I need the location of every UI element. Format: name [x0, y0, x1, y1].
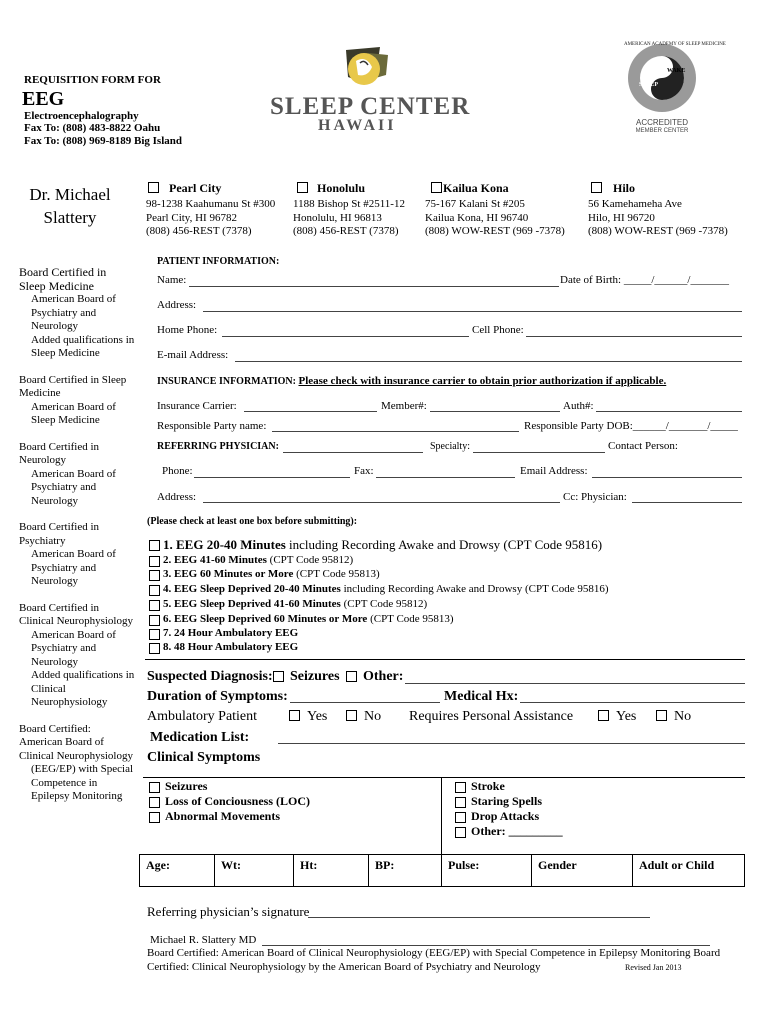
revised-date: Revised Jan 2013 — [625, 963, 682, 972]
test-checkbox[interactable] — [149, 585, 160, 596]
patient-address-label: Address: — [157, 299, 197, 311]
doctor-name-line2: Slattery — [43, 208, 97, 227]
signature-field[interactable] — [308, 917, 650, 918]
clinical-heading: Clinical Symptoms — [147, 750, 261, 765]
location-checkbox-honolulu[interactable] — [297, 182, 308, 193]
assistance-yes-checkbox[interactable] — [598, 710, 609, 721]
carrier-field[interactable] — [244, 411, 377, 412]
ambulatory-yes-checkbox[interactable] — [289, 710, 300, 721]
symptom-label: Abnormal Movements — [165, 809, 280, 823]
other-label: Other: — [363, 669, 404, 684]
signature-label: Referring physician’s signature — [147, 904, 310, 919]
form-title: EEG — [22, 88, 65, 110]
test-checkbox[interactable] — [149, 540, 160, 551]
other-field[interactable] — [405, 683, 745, 684]
medical-hx-field[interactable] — [520, 702, 745, 703]
symptom-label: Loss of Conciousness (LOC) — [165, 794, 311, 808]
footer-cert-line1: Board Certified: American Board of Clinical Neurophysiology (EEG/EP) with Special Competence in Epilepsy Monitoring Board — [147, 947, 721, 959]
specialty-field[interactable] — [473, 452, 605, 453]
insurance-heading: INSURANCE INFORMATION: Please check with insurance carrier to obtain prior authorization if applicable. — [157, 375, 667, 387]
specialty-label: Specialty: — [430, 441, 470, 452]
patient-heading: PATIENT INFORMATION: — [157, 256, 280, 267]
form-label: REQUISITION FORM FOR — [24, 74, 161, 86]
suspected-label: Suspected Diagnosis: — [147, 669, 273, 684]
referring-name-field[interactable] — [283, 452, 423, 453]
vitals-adult-child[interactable]: Adult or Child — [639, 858, 715, 872]
symptom-checkbox[interactable] — [149, 812, 160, 823]
aasm-seal — [617, 40, 726, 140]
duration-label: Duration of Symptoms: — [147, 689, 288, 704]
auth-field[interactable] — [596, 411, 742, 412]
fax-big-island: Fax To: (808) 969-8189 Big Island — [24, 135, 182, 147]
doctor-name — [20, 183, 120, 229]
symptom-label: Other: _________ — [471, 824, 563, 838]
symptom-checkbox[interactable] — [149, 782, 160, 793]
ref-address-label: Address: — [157, 491, 197, 503]
medication-field[interactable] — [278, 743, 745, 744]
medication-label: Medication List: — [150, 730, 250, 745]
assistance-no-checkbox[interactable] — [656, 710, 667, 721]
doctor-credentials: Board Certified in Sleep Medicine American Board of Psychiatry and Neurology Added qualifications in Sleep Medicine Board Certified in Sleep Medicine American Board of Sleep Medicine Board Certified in Neurology American Board of Psychiatry and Neurology Board Certified in Psychiatry American Board of Psychiatry and Neurology Board Certified in Clinical Neurophysiology American Board of Psychiatry and Neurology Added qualifications in Clinical Neurophysiology Board Certified: American Board of Clinical Neurophysiology (EEG/EP) with Special Competence in Epilepsy Monitoring — [19, 265, 135, 802]
insurance-note: Please check with insurance carrier to obtain prior authorization if applicable. — [298, 375, 667, 387]
patient-name-field[interactable] — [189, 286, 559, 287]
location-address: 98-1238 Kaahumanu St #300 Pearl City, HI 96782 (808) 456-REST (7378) — [146, 198, 276, 237]
contact-label: Contact Person: — [608, 440, 678, 452]
seal-wake: WAKE — [667, 68, 686, 74]
vitals-age[interactable]: Age: — [146, 858, 170, 872]
symptom-checkbox[interactable] — [455, 797, 466, 808]
symptom-checkbox[interactable] — [455, 812, 466, 823]
seal-arc-text: AMERICAN ACADEMY OF SLEEP MEDICINE — [624, 42, 726, 47]
patient-dob-label: Date of Birth: _____/______/_______ — [560, 274, 729, 286]
vitals-height[interactable]: Ht: — [300, 858, 318, 872]
cc-label: Cc: Physician: — [563, 491, 627, 503]
vitals-weight[interactable]: Wt: — [221, 858, 241, 872]
ref-email-label: Email Address: — [520, 465, 588, 477]
ambulatory-no-label: No — [364, 709, 382, 724]
duration-field[interactable] — [290, 702, 440, 703]
other-checkbox[interactable] — [346, 671, 357, 682]
location-checkbox-kailua-kona[interactable] — [431, 182, 442, 193]
ref-email-field[interactable] — [592, 477, 742, 478]
seizures-checkbox[interactable] — [273, 671, 284, 682]
form-subtitle: Electroencephalography — [24, 110, 139, 122]
referring-heading: REFERRING PHYSICIAN: — [157, 441, 279, 452]
cc-field[interactable] — [632, 502, 742, 503]
test-checkbox[interactable] — [149, 629, 160, 640]
test-option: 3. EEG 60 Minutes or More (CPT Code 95813) — [163, 568, 380, 580]
email-field[interactable] — [235, 361, 742, 362]
responsible-dob-label: Responsible Party DOB:______/_______/_____ — [524, 420, 738, 432]
test-checkbox[interactable] — [149, 615, 160, 626]
auth-label: Auth#: — [563, 400, 594, 412]
footer-name: Michael R. Slattery MD — [150, 934, 257, 946]
location-name: Honolulu — [317, 181, 366, 195]
vitals-bp[interactable]: BP: — [375, 858, 395, 872]
sleep-center-logo — [268, 45, 471, 135]
divider — [145, 659, 745, 660]
symptom-label: Seizures — [165, 779, 208, 793]
email-label: E-mail Address: — [157, 349, 229, 361]
test-option: 2. EEG 41-60 Minutes (CPT Code 95812) — [163, 554, 354, 566]
assistance-no-label: No — [674, 709, 692, 724]
location-checkbox-pearl-city[interactable] — [148, 182, 159, 193]
test-option: 7. 24 Hour Ambulatory EEG — [163, 627, 299, 639]
test-checkbox[interactable] — [149, 643, 160, 654]
carrier-label: Insurance Carrier: — [157, 400, 237, 412]
patient-name-label: Name: — [157, 274, 187, 286]
symptom-label: Stroke — [471, 779, 505, 793]
assistance-label: Requires Personal Assistance — [409, 709, 574, 724]
test-option: 6. EEG Sleep Deprived 60 Minutes or More (CPT Code 95813) — [163, 613, 454, 625]
logo-text-bottom: HAWAII — [318, 117, 397, 134]
location-name: Pearl City — [169, 181, 222, 195]
test-option: 1. EEG 20-40 Minutes including Recording Awake and Drowsy (CPT Code 95816) — [163, 537, 603, 552]
location-checkbox-hilo[interactable] — [591, 182, 602, 193]
seal-accredited: ACCREDITED — [635, 118, 688, 127]
seal-member: MEMBER CENTER — [635, 128, 689, 134]
home-phone-label: Home Phone: — [157, 324, 218, 336]
test-checkbox[interactable] — [149, 570, 160, 581]
ambulatory-no-checkbox[interactable] — [346, 710, 357, 721]
tests-instruction: (Please check at least one box before submitting): — [147, 516, 358, 527]
responsible-label: Responsible Party name: — [157, 420, 267, 432]
test-checkbox[interactable] — [149, 556, 160, 567]
ambulatory-yes-label: Yes — [307, 709, 328, 724]
ref-fax-field[interactable] — [376, 477, 515, 478]
ref-address-field[interactable] — [203, 502, 560, 503]
location-address: 56 Kamehameha Ave Hilo, HI 96720 (808) WOW-REST (969 -7378) — [588, 198, 728, 237]
location-address: 1188 Bishop St #2511-12 Honolulu, HI 96813 (808) 456-REST (7378) — [293, 198, 405, 237]
aasm-seal-icon — [617, 40, 707, 115]
fax-oahu: Fax To: (808) 483-8822 Oahu — [24, 122, 161, 134]
location-address: 75-167 Kalani St #205 Kailua Kona, HI 96740 (808) WOW-REST (969 -7378) — [425, 198, 565, 237]
footer-cert-line2: Certified: Clinical Neurophysiology by the American Board of Psychiatry and Neurology — [147, 961, 541, 973]
location-name: Kailua Kona — [443, 181, 509, 195]
symptom-checkbox[interactable] — [149, 797, 160, 808]
test-checkbox[interactable] — [149, 600, 160, 611]
member-label: Member#: — [381, 400, 427, 412]
symptoms-divider — [441, 777, 442, 854]
assistance-yes-label: Yes — [616, 709, 637, 724]
home-phone-field[interactable] — [222, 336, 469, 337]
vitals-pulse[interactable]: Pulse: — [448, 858, 480, 872]
vitals-gender[interactable]: Gender — [538, 858, 577, 872]
symptom-checkbox[interactable] — [455, 827, 466, 838]
symptom-label: Staring Spells — [471, 794, 543, 808]
symptom-label: Drop Attacks — [471, 809, 540, 823]
ambulatory-label: Ambulatory Patient — [147, 709, 258, 724]
ref-fax-label: Fax: — [354, 465, 374, 477]
responsible-field[interactable] — [272, 431, 519, 432]
test-option: 4. EEG Sleep Deprived 20-40 Minutes including Recording Awake and Drowsy (CPT Code 95816) — [163, 583, 609, 595]
test-option: 8. 48 Hour Ambulatory EEG — [163, 641, 299, 653]
member-field[interactable] — [430, 411, 560, 412]
patient-address-field[interactable] — [203, 311, 742, 312]
seizures-label: Seizures — [290, 669, 340, 684]
logo-text-top: SLEEP CENTER — [270, 93, 471, 120]
ref-phone-field[interactable] — [194, 477, 350, 478]
seal-sleep: SLEEP — [639, 82, 659, 88]
footer-line — [262, 945, 710, 946]
symptom-checkbox[interactable] — [455, 782, 466, 793]
location-name: Hilo — [613, 181, 636, 195]
cell-phone-field[interactable] — [526, 336, 742, 337]
ref-phone-label: Phone: — [162, 465, 193, 477]
doctor-name-line1: Dr. Michael — [29, 185, 111, 204]
test-option: 5. EEG Sleep Deprived 41-60 Minutes (CPT Code 95812) — [163, 598, 428, 610]
medical-hx-label: Medical Hx: — [444, 689, 519, 704]
cell-phone-label: Cell Phone: — [472, 324, 524, 336]
